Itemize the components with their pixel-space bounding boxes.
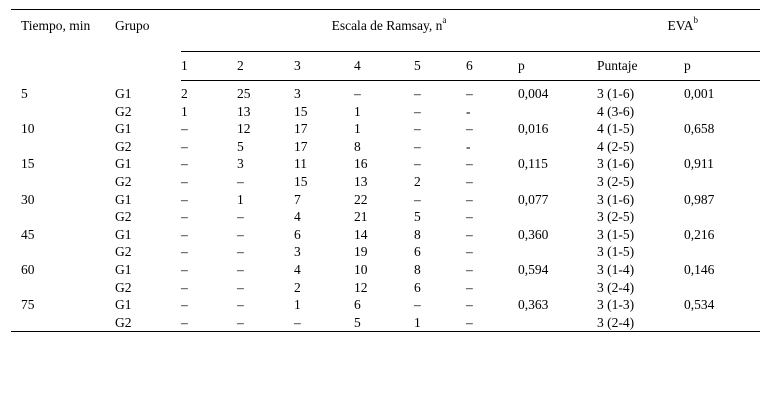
cell-puntaje: 3 (1-6) [597,86,635,101]
cell-puntaje: 4 (1-5) [597,121,635,137]
cell-tiempo: 75 [21,297,35,313]
cell-p-eva: 0,534 [684,297,715,313]
cell-level-6: - [466,103,471,119]
cell-p-eva: 0,146 [684,261,715,277]
cell-tiempo [11,279,115,297]
cell-grupo: G1 [115,156,132,172]
cell-grupo: G1 [115,226,132,242]
cell-level-6: – [466,121,473,137]
header-puntaje: Puntaje [597,52,684,81]
cell-level-3: 3 [294,86,301,101]
cell-level-1: – [181,297,188,313]
cell-tiempo: 45 [21,226,35,242]
cell-level-4: 10 [354,261,368,277]
table-row [11,138,760,156]
cell-puntaje: 3 (1-6) [597,156,635,172]
cell-puntaje: 3 (2-4) [597,279,635,295]
cell-p-eva [684,208,760,226]
cell-level-2: – [237,209,244,225]
cell-level-2: 13 [237,103,251,119]
cell-p [518,103,597,121]
cell-level-5: 6 [414,279,421,295]
header-ramsay: Escala de Ramsay, $n^a$ [181,10,597,52]
cell-level-4: 16 [354,156,368,172]
cell-level-3: 7 [294,191,301,207]
cell-p [518,138,597,156]
header-tiempo: Tiempo, min [11,10,115,81]
cell-level-6: – [466,226,473,242]
header-p-eva: p [684,52,760,81]
cell-p: 0,360 [518,226,549,242]
cell-level-3: 6 [294,226,301,242]
cell-level-1: – [181,279,188,295]
table-row [11,191,760,209]
cell-tiempo: 60 [21,261,35,277]
cell-p-eva [684,243,760,261]
cell-level-4: 21 [354,209,368,225]
cell-level-2: – [237,314,294,332]
cell-level-5: – [414,138,421,154]
cell-level-5: – [414,156,421,172]
table-row [11,261,760,279]
header-level-2: 2 [237,52,294,81]
cell-level-2: – [237,226,244,242]
cell-level-3: 4 [294,261,301,277]
cell-puntaje: 3 (1-4) [597,261,635,277]
header-level-3: 3 [294,52,354,81]
cell-p-eva [684,314,760,332]
cell-level-4: – [354,86,361,101]
cell-puntaje: 3 (1-6) [597,191,635,207]
table-row [11,103,760,121]
cell-tiempo [11,103,115,121]
cell-level-5: – [414,103,421,119]
cell-p: 0,016 [518,121,549,137]
cell-level-4: 12 [354,279,368,295]
cell-grupo: G1 [115,121,132,137]
cell-grupo: G2 [115,279,132,295]
table-row [11,296,760,314]
cell-level-2: 1 [237,191,244,207]
cell-p [518,243,597,261]
cell-grupo: G1 [115,297,132,313]
cell-level-5: – [414,297,421,313]
cell-level-5: – [414,86,421,101]
cell-puntaje: 3 (2-4) [597,314,684,332]
cell-p: 0,004 [518,86,549,101]
cell-grupo: G1 [115,261,132,277]
cell-tiempo [11,138,115,156]
cell-level-4: 13 [354,173,368,189]
cell-grupo: G2 [115,314,181,332]
cell-level-6: – [466,244,473,260]
cell-level-6: – [466,279,473,295]
table-row [11,173,760,191]
cell-level-4: 5 [354,314,414,332]
cell-level-4: 19 [354,244,368,260]
table-row [11,314,760,332]
cell-level-5: 2 [414,173,421,189]
cell-tiempo [11,208,115,226]
cell-p: 0,363 [518,297,549,313]
cell-level-2: – [237,261,244,277]
cell-tiempo: 30 [21,191,35,207]
cell-grupo: G2 [115,244,132,260]
cell-level-1: – [181,191,188,207]
cell-level-5: 8 [414,226,421,242]
cell-level-3: 17 [294,121,308,137]
cell-tiempo: 15 [21,156,35,172]
cell-level-6: – [466,209,473,225]
cell-level-2: – [237,173,244,189]
cell-p-eva: 0,658 [684,121,715,137]
cell-level-5: – [414,121,421,137]
cell-puntaje: 4 (2-5) [597,138,635,154]
cell-level-2: – [237,244,244,260]
cell-level-2: – [237,279,244,295]
header-level-6: 6 [466,52,518,81]
cell-grupo: G2 [115,209,132,225]
cell-level-6: – [466,173,473,189]
header-level-5: 5 [414,52,466,81]
cell-level-1: – [181,138,188,154]
cell-level-6: – [466,261,473,277]
cell-level-4: 14 [354,226,368,242]
cell-level-1: – [181,173,188,189]
cell-puntaje: 3 (2-5) [597,209,635,225]
cell-tiempo: 5 [21,85,28,101]
cell-level-1: – [181,244,188,260]
cell-puntaje: 3 (1-5) [597,244,635,260]
cell-p-eva: 0,987 [684,191,715,207]
cell-level-3: 15 [294,173,308,189]
cell-grupo: G2 [115,103,132,119]
cell-level-1: – [181,209,188,225]
cell-p: 0,594 [518,261,549,277]
cell-p-eva [684,103,760,121]
cell-level-2: 25 [237,86,251,101]
cell-level-3: 15 [294,103,308,119]
cell-p [518,314,597,332]
cell-p: 0,077 [518,191,549,207]
cell-grupo: G2 [115,138,132,154]
cell-p-eva [684,138,760,156]
header-grupo: Grupo [115,10,181,81]
cell-p [518,173,597,191]
cell-level-1: – [181,156,188,172]
table-body [11,81,760,332]
cell-tiempo [11,314,115,332]
cell-level-1: – [181,121,188,137]
cell-level-2: 3 [237,156,244,172]
cell-grupo: G2 [115,173,132,189]
cell-grupo: G1 [115,191,132,207]
header-p: p [518,52,597,81]
cell-p [518,279,597,297]
table-row [11,208,760,226]
cell-level-3: 3 [294,244,301,260]
cell-puntaje: 4 (3-6) [597,103,635,119]
cell-level-2: – [237,297,244,313]
cell-level-3: 17 [294,138,308,154]
cell-level-2: 5 [237,138,244,154]
cell-puntaje: 3 (1-5) [597,226,635,242]
cell-level-1: – [181,314,237,332]
cell-level-4: 6 [354,297,361,313]
cell-level-1: 2 [181,86,188,101]
table-container [11,9,760,332]
cell-tiempo: 10 [21,121,35,137]
cell-level-1: – [181,226,188,242]
cell-tiempo [11,173,115,191]
table-row [11,279,760,297]
cell-level-4: 8 [354,138,361,154]
cell-level-6: – [466,86,473,101]
cell-p [518,208,597,226]
cell-p: 0,115 [518,156,548,172]
cell-level-6: - [466,138,471,154]
cell-puntaje: 3 (2-5) [597,173,635,189]
cell-level-5: 8 [414,261,421,277]
table-row [11,226,760,244]
header-eva: EVA$^b$ [597,10,760,52]
cell-level-5: 1 [414,314,466,332]
cell-puntaje: 3 (1-3) [597,297,635,313]
cell-level-2: 12 [237,121,251,137]
cell-level-5: – [414,191,421,207]
cell-level-3: 4 [294,209,301,225]
table-row [11,120,760,138]
cell-level-4: 1 [354,121,361,137]
cell-level-3: – [294,314,354,332]
cell-p-eva: 0,216 [684,226,715,242]
table-row [11,155,760,173]
cell-level-5: 5 [414,209,421,225]
cell-level-5: 6 [414,244,421,260]
header-level-1: 1 [181,52,237,81]
cell-level-6: – [466,297,473,313]
cell-p-eva [684,173,760,191]
cell-level-4: 22 [354,191,368,207]
cell-level-6: – [466,191,473,207]
table-row [11,81,760,103]
cell-level-1: – [181,261,188,277]
cell-p-eva: 0,001 [684,86,715,101]
cell-tiempo [11,243,115,261]
cell-level-4: 1 [354,103,361,119]
cell-p-eva [684,279,760,297]
cell-level-3: 1 [294,297,301,313]
cell-grupo: G1 [115,85,132,101]
table-row [11,243,760,261]
ramsay-eva-table [11,9,760,332]
cell-level-6: – [466,156,473,172]
cell-p-eva: 0,911 [684,156,714,172]
cell-level-6: – [466,314,518,332]
cell-level-3: 2 [294,279,301,295]
header-level-4: 4 [354,52,414,81]
cell-level-3: 11 [294,156,307,172]
cell-level-1: 1 [181,103,188,119]
